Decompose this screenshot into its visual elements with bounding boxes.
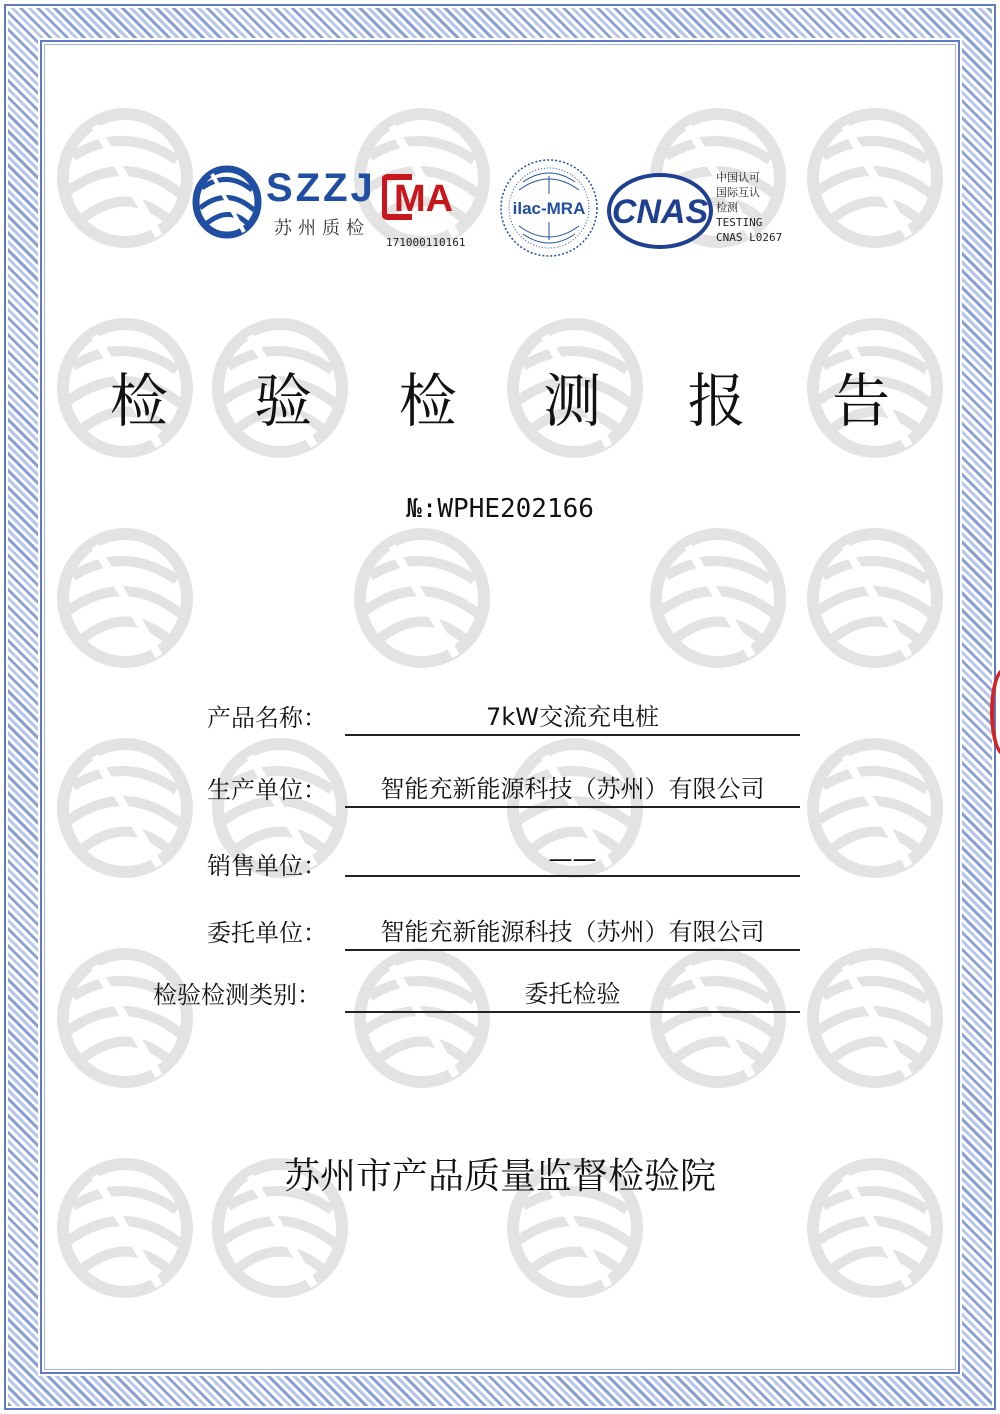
szzj-logo-subtitle: 苏州质检: [274, 218, 370, 239]
watermark-logo-icon: [805, 738, 945, 878]
watermark-logo-icon: [352, 948, 492, 1088]
watermark-logo-icon: [805, 108, 945, 248]
cnas-line: TESTING: [716, 216, 763, 229]
watermark-logo-icon: [55, 108, 195, 248]
client-label: 委托单位：: [207, 919, 327, 947]
issuing-organization: 苏州市产品质量监督检验院: [283, 1156, 716, 1197]
client-value: 智能充新能源科技（苏州）有限公司: [345, 912, 800, 951]
watermark-logo-icon: [648, 948, 788, 1088]
product-name-label: 产品名称：: [207, 704, 327, 732]
cnas-line: 检测: [716, 201, 738, 214]
watermark-logo-icon: [55, 948, 195, 1088]
szzj-logo: [192, 160, 382, 250]
cma-logo: [380, 170, 480, 250]
watermark-logo-icon: [805, 528, 945, 668]
cma-mark-icon: [382, 174, 476, 220]
cnas-logo-text: CNAS: [611, 193, 709, 231]
watermark-logo-icon: [55, 738, 195, 878]
report-number: №:WPHE202166: [406, 494, 594, 524]
watermark-logo-icon: [352, 528, 492, 668]
cnas-line: 国际互认: [716, 186, 760, 199]
watermark-logo-icon: [805, 948, 945, 1088]
ilac-mra-logo: [497, 156, 601, 260]
seller-value: ——: [345, 845, 800, 877]
inspection-type-value: 委托检验: [345, 974, 800, 1013]
ilac-logo-text: ilac-MRA: [512, 199, 586, 218]
cnas-accreditation-text: [716, 170, 806, 245]
report-title: 检 验 检 测 报 告: [109, 367, 925, 435]
inspection-type-label: 检验检测类别：: [153, 981, 321, 1009]
manufacturer-value: 智能充新能源科技（苏州）有限公司: [345, 769, 800, 808]
product-name-value: 7kW交流充电桩: [345, 697, 800, 736]
cnas-line: 中国认可: [716, 171, 760, 184]
cma-logo-text: MA: [394, 178, 454, 220]
cnas-logo: [604, 170, 716, 252]
cma-number: 171000110161: [386, 236, 466, 249]
szzj-globe-icon: [192, 160, 262, 244]
manufacturer-label: 生产单位：: [207, 776, 327, 804]
szzj-logo-text: SZZJ: [266, 166, 376, 210]
seller-label: 销售单位：: [207, 852, 327, 880]
watermark-logo-icon: [648, 528, 788, 668]
cnas-line: CNAS L0267: [716, 231, 783, 244]
watermark-logo-icon: [55, 528, 195, 668]
